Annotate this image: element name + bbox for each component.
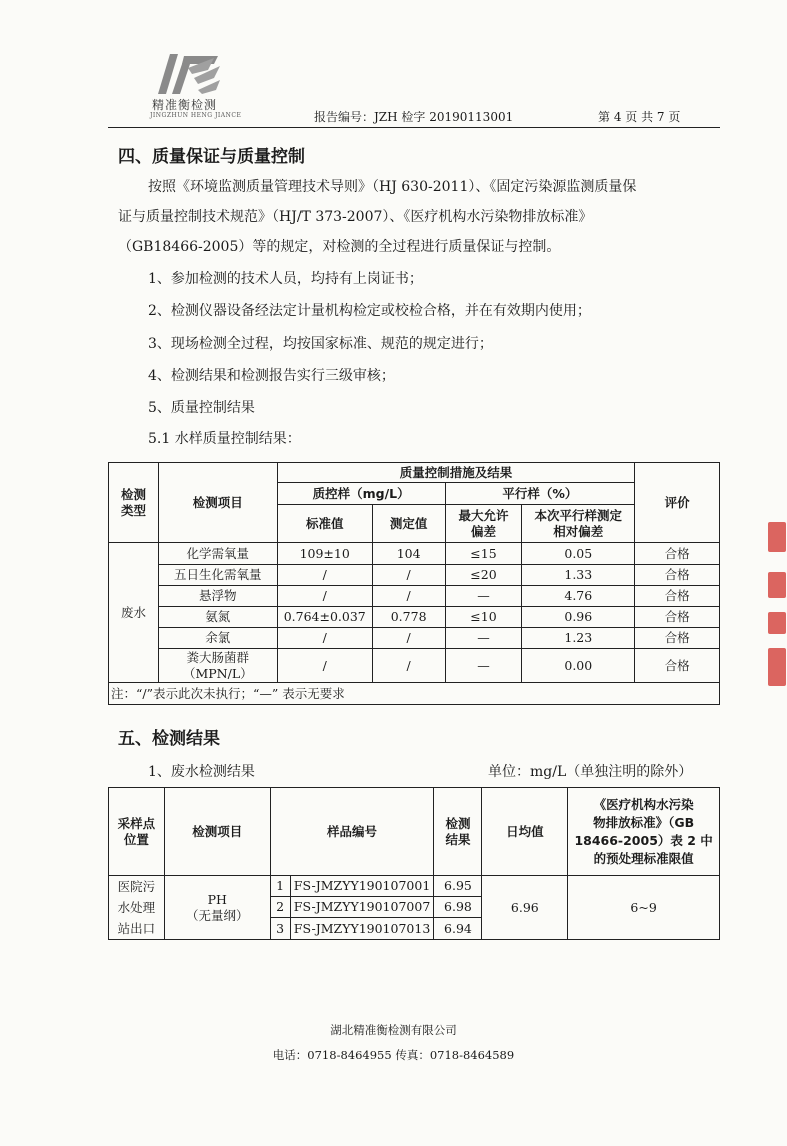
section4-para-line-1: 按照《环境监测质量管理技术导则》（HJ 630-2011）、《固定污染源监测质量保	[148, 179, 637, 195]
qc-cell-eval: 合格	[635, 607, 720, 628]
table-row	[109, 586, 720, 607]
company-english-name: JINGZHUN HENG JIANCE	[150, 112, 242, 119]
results-cell-sample: FS-JMZYY190107001	[290, 876, 434, 897]
qc-cell-max: —	[445, 649, 522, 683]
qc-cell-std: /	[277, 628, 372, 649]
stamp-fragment-icon	[768, 612, 786, 634]
qc-cell-std: 109±10	[277, 543, 372, 565]
results-cell-result: 6.98	[434, 896, 482, 918]
qc-cell-std: /	[277, 565, 372, 586]
qc-cell-item: 粪大肠菌群 （MPN/L）	[158, 649, 277, 683]
results-header-result: 检测 结果	[434, 788, 482, 876]
qa-item-3: 3、现场检测全过程，均按国家标准、规范的规定进行；	[148, 336, 493, 352]
results-header-standard: 《医疗机构水污染 物排放标准》（GB 18466-2005）表 2 中 的预处理标准限值	[568, 788, 720, 876]
results-header-item: 检测项目	[164, 788, 270, 876]
qc-cell-meas: 104	[372, 543, 445, 565]
results-cell-result: 6.95	[434, 876, 482, 897]
results-cell-result: 6.94	[434, 918, 482, 940]
qc-cell-rel: 0.96	[522, 607, 635, 628]
results-header-avg: 日均值	[482, 788, 568, 876]
qc-cell-meas: /	[372, 565, 445, 586]
qc-cell-item: 氨氮	[158, 607, 277, 628]
qc-cell-rel: 1.23	[522, 628, 635, 649]
qc-cell-item: 余氯	[158, 628, 277, 649]
qc-subtitle: 5.1 水样质量控制结果：	[148, 431, 301, 447]
qc-cell-std: /	[277, 649, 372, 683]
table-row	[109, 649, 720, 683]
table-row	[109, 543, 720, 565]
qc-header-std: 标准值	[277, 505, 372, 543]
qc-cell-std: /	[277, 586, 372, 607]
table-row	[109, 565, 720, 586]
qc-cell-rel: 1.33	[522, 565, 635, 586]
qa-item-4: 4、检测结果和检测报告实行三级审核；	[148, 368, 395, 384]
company-short-name: 精准衡检测	[152, 98, 218, 112]
qc-cell-item: 五日生化需氧量	[158, 565, 277, 586]
stamp-fragment-icon	[768, 572, 786, 598]
results-subtitle: 1、废水检测结果	[148, 764, 255, 780]
footer-contact: 电话：0718-8464955 传真：0718-8464589	[272, 1048, 515, 1062]
qc-cell-rel: 0.00	[522, 649, 635, 683]
qc-header-group: 质量控制措施及结果	[277, 463, 634, 483]
results-cell-no: 2	[270, 896, 290, 918]
qc-cell-max: —	[445, 628, 522, 649]
results-cell-no: 3	[270, 918, 290, 940]
qc-cell-std: 0.764±0.037	[277, 607, 372, 628]
qa-item-1: 1、参加检测的技术人员，均持有上岗证书；	[148, 271, 423, 287]
qc-header-rel: 本次平行样测定 相对偏差	[522, 505, 635, 543]
results-avg-cell: 6.96	[482, 876, 568, 940]
qc-cell-meas: 0.778	[372, 607, 445, 628]
footer-company: 湖北精准衡检测有限公司	[330, 1023, 457, 1037]
qc-header-meas: 测定值	[372, 505, 445, 543]
stamp-fragment-icon	[768, 522, 786, 552]
qc-header-item: 检测项目	[158, 463, 277, 543]
qc-cell-rel: 4.76	[522, 586, 635, 607]
results-table	[108, 787, 720, 940]
qc-cell-meas: /	[372, 628, 445, 649]
qc-note: 注：“/”表示此次未执行；“—” 表示无要求	[109, 683, 720, 705]
results-cell-no: 1	[270, 876, 290, 897]
qc-cell-eval: 合格	[635, 628, 720, 649]
results-unit: 单位：mg/L（单独注明的除外）	[488, 764, 693, 780]
qc-cell-eval: 合格	[635, 565, 720, 586]
section5-title: 五、检测结果	[118, 729, 220, 749]
qc-header-max: 最大允许 偏差	[445, 505, 522, 543]
qc-table	[108, 462, 720, 705]
results-limit-cell: 6~9	[568, 876, 720, 940]
section4-para-line-2: 证与质量控制技术规范》（HJ/T 373-2007）、《医疗机构水污染物排放标准》	[118, 209, 593, 225]
qa-item-5: 5、质量控制结果	[148, 400, 255, 416]
results-header-sample: 样品编号	[270, 788, 434, 876]
qc-cell-max: ≤15	[445, 543, 522, 565]
qc-type-cell: 废水	[109, 543, 159, 683]
section4-para-line-3: （GB18466-2005）等的规定，对检测的全过程进行质量保证与控制。	[118, 239, 561, 255]
table-row	[109, 607, 720, 628]
qc-cell-rel: 0.05	[522, 543, 635, 565]
qc-cell-eval: 合格	[635, 649, 720, 683]
report-number: 报告编号：JZH 检字 20190113001	[314, 110, 514, 124]
qc-header-parallel: 平行样（%）	[445, 483, 635, 505]
qc-header-eval: 评价	[635, 463, 720, 543]
qc-cell-item: 悬浮物	[158, 586, 277, 607]
qc-cell-max: —	[445, 586, 522, 607]
qc-header-type: 检测 类型	[109, 463, 159, 543]
results-site-cell: 医院污 水处理 站出口	[109, 876, 165, 940]
qa-item-2: 2、检测仪器设备经法定计量机构检定或校检合格，并在有效期内使用；	[148, 303, 591, 319]
qc-header-qc: 质控样（mg/L）	[277, 483, 445, 505]
results-cell-sample: FS-JMZYY190107013	[290, 918, 434, 940]
table-row	[109, 628, 720, 649]
section4-title: 四、质量保证与质量控制	[118, 147, 305, 167]
qc-cell-item: 化学需氧量	[158, 543, 277, 565]
results-item-cell: PH （无量纲）	[164, 876, 270, 940]
qc-cell-max: ≤20	[445, 565, 522, 586]
qc-cell-eval: 合格	[635, 543, 720, 565]
results-cell-sample: FS-JMZYY190107007	[290, 896, 434, 918]
header-divider	[108, 127, 720, 128]
qc-cell-eval: 合格	[635, 586, 720, 607]
table-row	[109, 876, 720, 897]
qc-cell-meas: /	[372, 586, 445, 607]
stamp-fragment-icon	[768, 648, 786, 686]
results-header-site: 采样点 位置	[109, 788, 165, 876]
page-number: 第 4 页 共 7 页	[598, 110, 681, 124]
qc-cell-max: ≤10	[445, 607, 522, 628]
qc-cell-meas: /	[372, 649, 445, 683]
